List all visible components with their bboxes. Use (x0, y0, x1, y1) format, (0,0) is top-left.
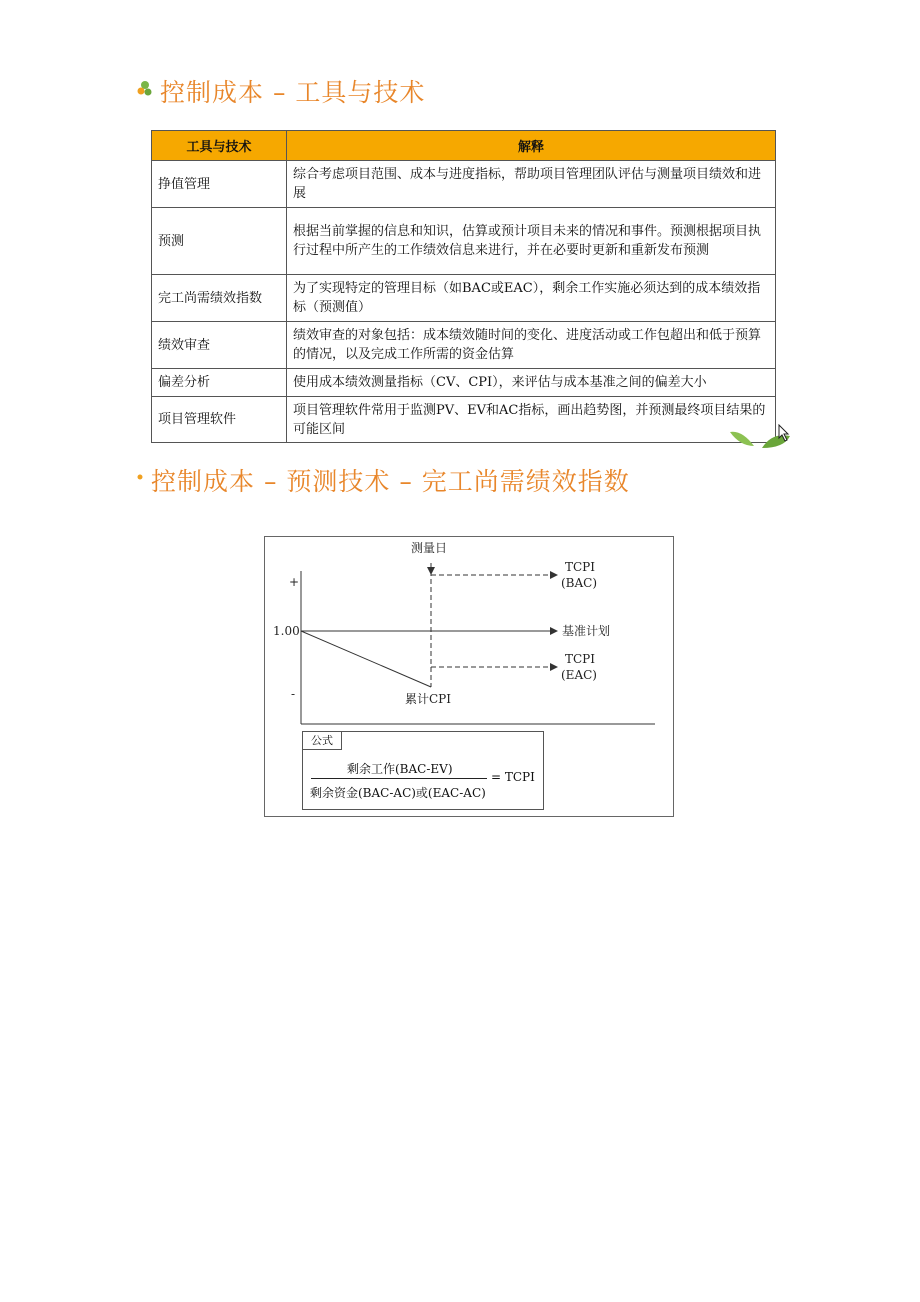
formula-tag: 公式 (303, 732, 342, 750)
formula-numerator: 剩余工作(BAC-EV) (347, 762, 453, 776)
tool-cell: 完工尚需绩效指数 (152, 275, 287, 322)
tcpi-bac-label-1: TCPI (565, 560, 595, 574)
header-explanation: 解释 (287, 131, 776, 161)
tcpi-eac-label-1: TCPI (565, 652, 595, 666)
formula-box (302, 731, 544, 810)
tool-cell: 预测 (152, 208, 287, 275)
tool-cell: 挣值管理 (152, 161, 287, 208)
minus-label: - (291, 687, 296, 701)
mouse-cursor-icon (778, 424, 790, 442)
tcpi-diagram (264, 536, 674, 817)
desc-cell: 综合考虑项目范围、成本与进度指标，帮助项目管理团队评估与测量项目绩效和进展 (287, 161, 776, 208)
measure-date-label: 测量日 (411, 541, 448, 555)
cum-cpi-label: 累计CPI (405, 692, 451, 706)
cum-cpi-line (301, 631, 431, 687)
tool-cell: 偏差分析 (152, 369, 287, 397)
desc-cell: 根据当前掌握的信息和知识，估算或预计项目未来的情况和事件。预测根据项目执行过程中所产生的工作绩效信息来进行，并在必要时更新和重新发布预测 (287, 208, 776, 275)
tool-cell: 绩效审查 (152, 322, 287, 369)
section-title-tools: 控制成本 – 工具与技术 (160, 78, 426, 107)
table-row (152, 208, 776, 275)
table-row (152, 397, 776, 443)
desc-cell: 使用成本绩效测量指标（CV、CPI），来评估与成本基准之间的偏差大小 (287, 369, 776, 397)
tcpi-bac-label-2: (BAC) (561, 576, 598, 590)
table-row (152, 275, 776, 322)
one-label: 1.00 (273, 624, 300, 638)
section-title-forecast: 控制成本 – 预测技术 – 完工尚需绩效指数 (151, 467, 630, 496)
baseline-label: 基准计划 (562, 624, 611, 638)
table-row (152, 161, 776, 208)
tool-cell: 项目管理软件 (152, 397, 287, 443)
desc-cell: 项目管理软件常用于监测PV、EV和AC指标，画出趋势图，并预测最终项目结果的可能区间 (287, 397, 776, 443)
header-tools: 工具与技术 (152, 131, 287, 161)
tools-table (151, 130, 776, 443)
fraction-bar (311, 778, 487, 779)
table-row (152, 369, 776, 397)
desc-cell: 绩效审查的对象包括：成本绩效随时间的变化、进度活动或工作包超出和低于预算的情况，以及完成工作所需的资金估算 (287, 322, 776, 369)
formula-denominator: 剩余资金(BAC-AC)或(EAC-AC) (310, 786, 486, 800)
bullet-leaf-icon (137, 470, 143, 484)
measure-date-arrow (427, 567, 435, 575)
formula-equals: = TCPI (491, 770, 535, 784)
plus-label: + (289, 575, 300, 589)
table-row (152, 322, 776, 369)
bullet-leaf-icon (137, 80, 153, 98)
desc-cell: 为了实现特定的管理目标（如BAC或EAC），剩余工作实施必须达到的成本绩效指标（预测值） (287, 275, 776, 322)
table-header-row (152, 131, 776, 161)
tcpi-eac-label-2: (EAC) (561, 668, 597, 682)
